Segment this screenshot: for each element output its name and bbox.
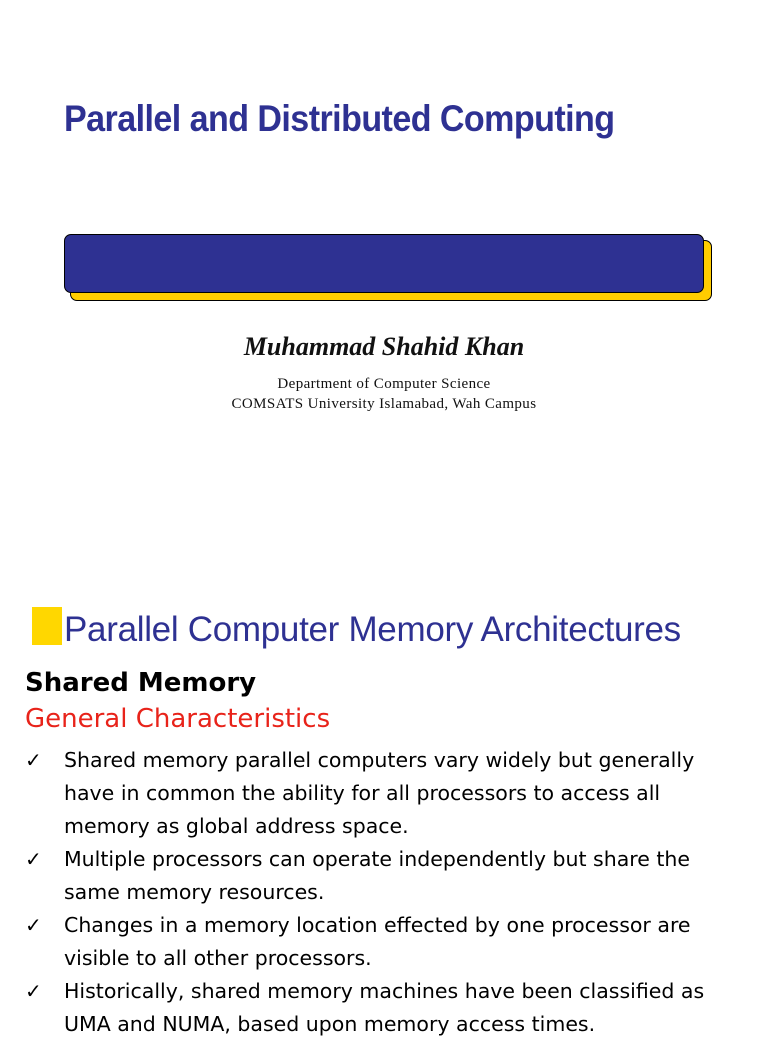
subsection-heading: General Characteristics xyxy=(25,704,331,734)
list-item-text: Changes in a memory location effected by one processor are visible to all other processors. xyxy=(64,913,691,970)
section-heading: Shared Memory xyxy=(25,668,257,698)
title-banner xyxy=(64,234,704,293)
square-bullet-icon xyxy=(32,607,62,645)
list-item xyxy=(25,744,745,843)
list-item-text: Shared memory parallel computers vary widely but generally have in common the ability for all processors to access all memory as global address space. xyxy=(64,748,695,838)
list-item-text: Historically, shared memory machines have been classified as UMA and NUMA, based upon memory access times. xyxy=(64,979,705,1036)
institution-text: COMSATS University Islamabad, Wah Campus xyxy=(231,396,537,412)
bullet-list xyxy=(25,744,745,1041)
department-text: Department of Computer Science xyxy=(277,376,491,392)
checkmark-icon: ✓ xyxy=(25,847,42,871)
checkmark-icon: ✓ xyxy=(25,748,42,772)
list-item-text: Multiple processors can operate independently but share the same memory resources. xyxy=(64,847,691,904)
checkmark-icon: ✓ xyxy=(25,913,42,937)
list-item xyxy=(25,843,745,909)
affiliation xyxy=(0,374,768,414)
slide-2-title: Parallel Computer Memory Architectures xyxy=(64,610,681,649)
slide-title: Parallel and Distributed Computing xyxy=(64,98,615,139)
checkmark-icon: ✓ xyxy=(25,979,42,1003)
list-item xyxy=(25,975,745,1041)
list-item xyxy=(25,909,745,975)
author-name: Muhammad Shahid Khan xyxy=(243,332,525,361)
